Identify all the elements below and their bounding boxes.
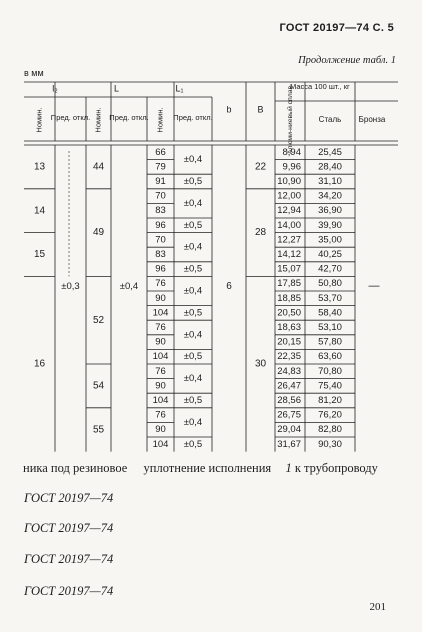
cell-B: 30: [254, 358, 267, 370]
cell-l2-nominal: 16: [33, 358, 46, 370]
header-l2-nominal: Номин.: [34, 107, 44, 133]
header-l2: l₂: [52, 83, 58, 94]
cell-aluminium: 12,27: [277, 234, 301, 246]
cell-aluminium: 26,75: [277, 409, 301, 421]
cell-aluminium: 15,07: [277, 263, 301, 275]
caption-part-1: ника под резиновое: [23, 461, 128, 475]
header-L1-deviation: Пред. откл.: [173, 112, 213, 122]
caption-part-3: к трубопроводу: [294, 461, 378, 475]
cell-l1: 83: [155, 205, 166, 217]
cell-aluminium: 9,96: [282, 161, 301, 173]
cell-l1: 90: [155, 380, 166, 392]
header-L1-nominal: Номин.: [155, 107, 165, 133]
cell-aluminium: 26,47: [277, 380, 301, 392]
cell-steel: 53,10: [318, 322, 342, 334]
cell-aluminium: 20,50: [277, 307, 301, 319]
cell-l1-deviation: ±0,4: [183, 373, 203, 385]
cell-l1: 104: [152, 351, 169, 363]
cell-aluminium: 12,94: [277, 205, 301, 217]
cell-l1: 90: [155, 424, 166, 436]
cell-l1: 96: [155, 219, 166, 231]
gost-line-1: ГОСТ 20197—74: [24, 491, 114, 505]
cell-l1: 83: [155, 249, 166, 261]
cell-L-nominal: 52: [92, 314, 105, 326]
cell-steel: 63,60: [318, 351, 342, 363]
caption-part-2: уплотнение исполнения: [143, 461, 272, 475]
cell-aluminium: 10,90: [277, 176, 301, 188]
cell-l1-deviation: ±0,5: [183, 395, 203, 407]
cell-l2-nominal: 13: [33, 161, 46, 173]
cell-l1: 66: [155, 146, 166, 158]
cell-l1: 104: [152, 395, 169, 407]
cell-l1: 70: [155, 234, 166, 246]
table-caption: [23, 461, 378, 476]
cell-aluminium: 8,94: [282, 146, 301, 158]
cell-steel: 35,00: [318, 234, 342, 246]
cell-B: 28: [254, 227, 267, 239]
cell-B: 22: [254, 161, 267, 173]
cell-steel: 81,20: [318, 395, 342, 407]
cell-bronze: —: [368, 280, 380, 293]
cell-l1-deviation: ±0,5: [183, 438, 203, 450]
cell-steel: 42,70: [318, 263, 342, 275]
cell-steel: 53,70: [318, 292, 342, 304]
cell-l1: 91: [155, 176, 166, 188]
cell-steel: 75,40: [318, 380, 342, 392]
gost-line-4: ГОСТ 20197—74: [24, 584, 114, 598]
cell-b: 6: [226, 280, 232, 292]
cell-l1: 90: [155, 292, 166, 304]
cell-L-nominal: 54: [92, 380, 105, 392]
cell-l2-deviation: ±0,3: [61, 280, 80, 292]
header-steel: Сталь: [318, 115, 342, 125]
cell-l1-deviation: ±0,5: [183, 263, 203, 275]
cell-l1: 90: [155, 336, 166, 348]
cell-aluminium: 31,67: [277, 438, 301, 450]
page-header: ГОСТ 20197—74 С. 5: [279, 22, 394, 34]
cell-aluminium: 20,15: [277, 336, 301, 348]
cell-l1: 104: [152, 307, 169, 319]
cell-aluminium: 18,63: [277, 322, 301, 334]
cell-l1: 70: [155, 190, 166, 202]
cell-l1: 79: [155, 161, 166, 173]
cell-L-deviation: ±0,4: [119, 280, 139, 292]
cell-l1-deviation: ±0,5: [183, 219, 203, 231]
header-L: L: [113, 83, 120, 94]
cell-aluminium: 12,00: [277, 190, 301, 202]
cell-l1-deviation: ±0,4: [183, 416, 203, 428]
header-l2-deviation: Пред. откл.: [50, 112, 91, 122]
gost-line-2: ГОСТ 20197—74: [24, 521, 114, 535]
cell-aluminium: 14,00: [277, 219, 301, 231]
cell-steel: 34,20: [318, 190, 342, 202]
header-L-nominal: Номин.: [93, 107, 103, 133]
cell-l1: 104: [152, 438, 169, 450]
cell-l1-deviation: ±0,5: [183, 307, 203, 319]
cell-l1: 76: [155, 409, 166, 421]
table-continuation-label: Продолжение табл. 1: [298, 55, 396, 66]
cell-steel: 40,25: [318, 249, 342, 261]
cell-steel: 58,40: [318, 307, 342, 319]
cell-steel: 70,80: [318, 365, 342, 377]
cell-L-nominal: 49: [92, 227, 105, 239]
header-B: B: [257, 104, 264, 115]
cell-steel: 36,90: [318, 205, 342, 217]
header-aluminium: Алюми-ниевый сплав: [286, 85, 294, 155]
header-L1: L₁: [175, 83, 184, 94]
unit-label: в мм: [24, 68, 44, 78]
cell-L-nominal: 55: [92, 424, 105, 436]
cell-l1: 96: [155, 263, 166, 275]
cell-l1: 76: [155, 322, 166, 334]
cell-l1: 76: [155, 365, 166, 377]
cell-l1-deviation: ±0,4: [183, 285, 203, 297]
cell-l2-nominal: 14: [33, 205, 46, 217]
cell-l1-deviation: ±0,5: [183, 176, 203, 188]
cell-steel: 50,80: [318, 278, 342, 290]
cell-l1-deviation: ±0,4: [183, 329, 203, 341]
cell-aluminium: 18,85: [277, 292, 301, 304]
cell-l1-deviation: ±0,4: [183, 154, 203, 166]
cell-aluminium: 17,85: [277, 278, 301, 290]
page-number: 201: [369, 601, 386, 613]
caption-number: 1: [285, 461, 292, 475]
cell-aluminium: 24,83: [277, 365, 301, 377]
cell-steel: 25,45: [318, 146, 342, 158]
cell-aluminium: 14,12: [277, 249, 301, 261]
cell-l1-deviation: ±0,5: [183, 351, 203, 363]
cell-steel: 39,90: [318, 219, 342, 231]
cell-steel: 28,40: [318, 161, 342, 173]
header-b: b: [226, 104, 232, 115]
cell-steel: 76,20: [318, 409, 342, 421]
cell-l2-nominal: 15: [33, 249, 46, 261]
cell-l1-deviation: ±0,4: [183, 241, 203, 253]
cell-steel: 31,10: [318, 176, 342, 188]
cell-l1-deviation: ±0,4: [183, 197, 203, 209]
mass-column-header: Масса 100 шт., кг: [290, 82, 350, 91]
cell-l1: 76: [155, 278, 166, 290]
cell-steel: 90,30: [318, 438, 342, 450]
cell-aluminium: 28,56: [277, 395, 301, 407]
cell-steel: 57,80: [318, 336, 342, 348]
cell-L-nominal: 44: [92, 161, 105, 173]
cell-steel: 82,80: [318, 424, 342, 436]
gost-line-3: ГОСТ 20197—74: [24, 552, 114, 566]
header-bronze: Бронза: [358, 115, 386, 125]
header-L-deviation: Пред. откл.: [109, 112, 149, 122]
cell-aluminium: 22,35: [277, 351, 301, 363]
cell-aluminium: 29,04: [277, 424, 301, 436]
